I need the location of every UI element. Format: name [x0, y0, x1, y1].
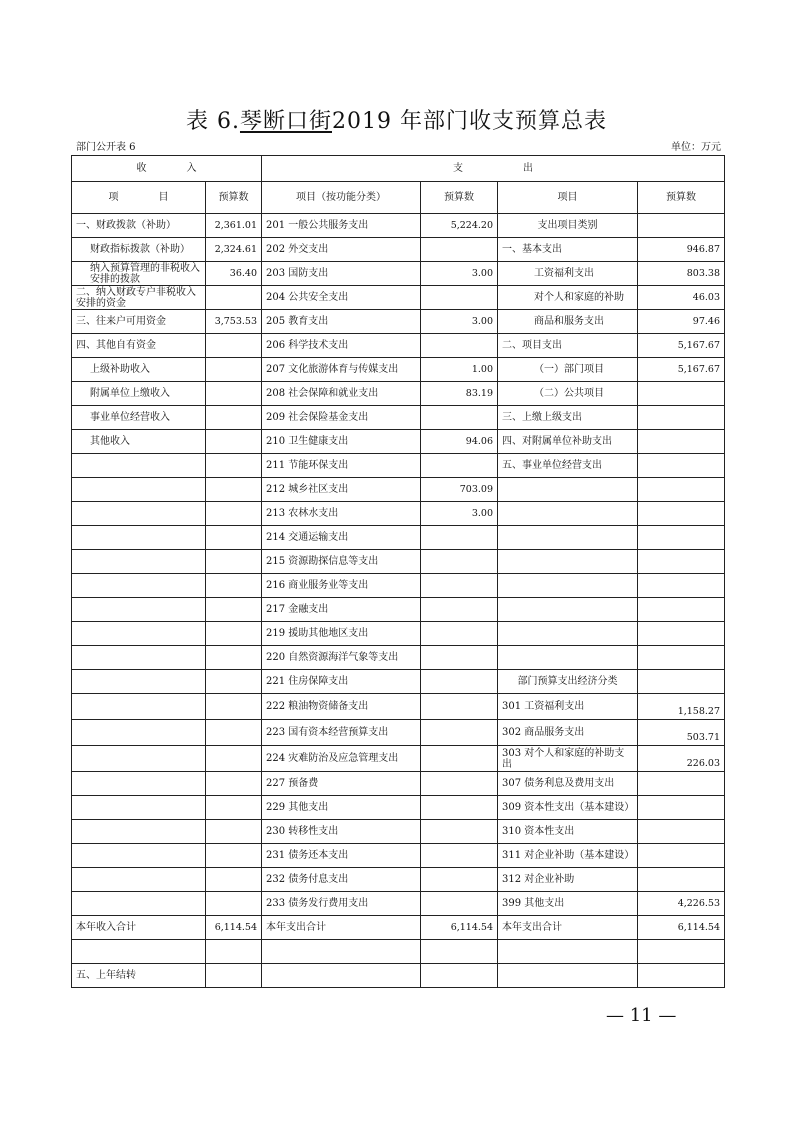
expense-item: 301 工资福利支出: [498, 694, 638, 720]
expense-item: 部门预算支出经济分类: [498, 670, 638, 694]
expense-item: 五、事业单位经营支出: [498, 454, 638, 478]
expense-func-budget: [421, 670, 498, 694]
expense-func-item: 204 公共安全支出: [262, 286, 421, 310]
table-row: [72, 502, 725, 526]
col-item: 项 目: [72, 182, 206, 214]
expense-budget: [638, 796, 725, 820]
expense-func-budget: [421, 868, 498, 892]
income-budget: [206, 646, 262, 670]
expense-func-item: 213 农林水支出: [262, 502, 421, 526]
table-row: [72, 286, 725, 310]
table-row: [72, 796, 725, 820]
expense-item: 四、对附属单位补助支出: [498, 430, 638, 454]
table-row: [72, 646, 725, 670]
expense-item: 对个人和家庭的补助: [498, 286, 638, 310]
expense-item: 本年支出合计: [498, 916, 638, 940]
expense-budget: [638, 550, 725, 574]
table-row: [72, 454, 725, 478]
expense-func-budget: [421, 238, 498, 262]
expense-func-budget: [421, 796, 498, 820]
expense-func-item: 202 外交支出: [262, 238, 421, 262]
expense-func-item: 214 交通运输支出: [262, 526, 421, 550]
expense-budget: 1,158.27: [638, 694, 725, 720]
income-budget: [206, 406, 262, 430]
income-budget: 36.40: [206, 262, 262, 286]
expense-func-item: [262, 964, 421, 988]
form-number: 部门公开表 6: [76, 142, 136, 153]
expense-func-budget: [421, 526, 498, 550]
expense-func-budget: 5,224.20: [421, 214, 498, 238]
income-item: [72, 844, 206, 868]
expense-func-item: 232 债务付息支出: [262, 868, 421, 892]
income-item: [72, 720, 206, 746]
income-budget: [206, 430, 262, 454]
expense-func-item: 219 援助其他地区支出: [262, 622, 421, 646]
income-item: [72, 670, 206, 694]
income-item: [72, 526, 206, 550]
table-row: [72, 720, 725, 746]
expense-item: 二、项目支出: [498, 334, 638, 358]
expense-func-budget: [421, 964, 498, 988]
expense-func-budget: [421, 892, 498, 916]
expense-func-budget: [421, 746, 498, 772]
income-item: 财政指标拨款（补助）: [72, 238, 206, 262]
header-row-2: [72, 182, 725, 214]
expense-func-budget: [421, 550, 498, 574]
expense-item: [498, 574, 638, 598]
col-func-item: 项目（按功能分类）: [262, 182, 421, 214]
table-row: [72, 598, 725, 622]
income-item: [72, 868, 206, 892]
expense-func-budget: 94.06: [421, 430, 498, 454]
income-item: 上级补助收入: [72, 358, 206, 382]
expense-func-budget: [421, 622, 498, 646]
income-budget: [206, 772, 262, 796]
income-item: [72, 598, 206, 622]
table-row: [72, 916, 725, 940]
expense-func-budget: [421, 646, 498, 670]
income-budget: [206, 964, 262, 988]
expense-header: 支 出: [262, 156, 725, 182]
expense-item: [498, 526, 638, 550]
expense-func-budget: [421, 720, 498, 746]
expense-budget: [638, 820, 725, 844]
expense-func-budget: 3.00: [421, 310, 498, 334]
expense-func-item: 206 科学技术支出: [262, 334, 421, 358]
expense-func-budget: [421, 574, 498, 598]
table-row: [72, 310, 725, 334]
expense-budget: [638, 940, 725, 964]
table-row: [72, 746, 725, 772]
expense-func-item: 231 债务还本支出: [262, 844, 421, 868]
unit-label: 单位：万元: [671, 142, 721, 153]
expense-budget: [638, 406, 725, 430]
table-row: [72, 868, 725, 892]
income-budget: 2,324.61: [206, 238, 262, 262]
expense-func-item: 210 卫生健康支出: [262, 430, 421, 454]
expense-func-budget: 83.19: [421, 382, 498, 406]
expense-func-budget: [421, 598, 498, 622]
expense-item: [498, 598, 638, 622]
table-row: [72, 430, 725, 454]
expense-item: 399 其他支出: [498, 892, 638, 916]
expense-item: 三、上缴上级支出: [498, 406, 638, 430]
expense-budget: [638, 478, 725, 502]
expense-item: [498, 478, 638, 502]
expense-func-budget: 6,114.54: [421, 916, 498, 940]
income-budget: [206, 550, 262, 574]
table-row: [72, 574, 725, 598]
col-budget-3: 预算数: [638, 182, 725, 214]
table-row: [72, 526, 725, 550]
expense-func-item: 205 教育支出: [262, 310, 421, 334]
table-row: [72, 334, 725, 358]
unit-name: 琴断口街: [239, 109, 332, 134]
expense-func-item: 220 自然资源海洋气象等支出: [262, 646, 421, 670]
income-item: 二、纳入财政专户非税收入安排的资金: [72, 286, 206, 310]
table-row: [72, 262, 725, 286]
income-item: [72, 550, 206, 574]
expense-item: 307 债务利息及费用支出: [498, 772, 638, 796]
expense-budget: [638, 526, 725, 550]
table-row: [72, 478, 725, 502]
expense-func-item: 221 住房保障支出: [262, 670, 421, 694]
expense-func-budget: 3.00: [421, 502, 498, 526]
expense-func-budget: [421, 406, 498, 430]
expense-item: 工资福利支出: [498, 262, 638, 286]
expense-budget: [638, 868, 725, 892]
table-row: [72, 820, 725, 844]
expense-budget: [638, 622, 725, 646]
income-budget: [206, 454, 262, 478]
expense-item: [498, 964, 638, 988]
expense-func-budget: [421, 334, 498, 358]
income-budget: [206, 720, 262, 746]
income-item: [72, 892, 206, 916]
expense-item: [498, 940, 638, 964]
income-budget: 3,753.53: [206, 310, 262, 334]
table-row: [72, 622, 725, 646]
table-row: [72, 238, 725, 262]
income-item: [72, 772, 206, 796]
expense-budget: 5,167.67: [638, 334, 725, 358]
expense-func-budget: 1.00: [421, 358, 498, 382]
expense-func-item: 201 一般公共服务支出: [262, 214, 421, 238]
table-row: [72, 382, 725, 406]
expense-func-item: 211 节能环保支出: [262, 454, 421, 478]
income-budget: [206, 574, 262, 598]
expense-item: 302 商品服务支出: [498, 720, 638, 746]
expense-item: （一）部门项目: [498, 358, 638, 382]
expense-func-budget: [421, 286, 498, 310]
expense-func-budget: 703.09: [421, 478, 498, 502]
expense-item: 311 对企业补助（基本建设）: [498, 844, 638, 868]
income-budget: [206, 746, 262, 772]
expense-budget: 46.03: [638, 286, 725, 310]
income-budget: [206, 478, 262, 502]
table-row: [72, 892, 725, 916]
expense-item: 商品和服务支出: [498, 310, 638, 334]
expense-func-budget: [421, 454, 498, 478]
table-row: [72, 964, 725, 988]
expense-budget: [638, 964, 725, 988]
expense-item: 支出项目类别: [498, 214, 638, 238]
income-budget: [206, 334, 262, 358]
expense-item: 310 资本性支出: [498, 820, 638, 844]
income-item: [72, 820, 206, 844]
expense-func-item: 208 社会保障和就业支出: [262, 382, 421, 406]
expense-item: [498, 622, 638, 646]
expense-budget: 4,226.53: [638, 892, 725, 916]
income-item: [72, 646, 206, 670]
title-suffix: 2019 年部门收支预算总表: [332, 109, 607, 134]
page-title: [0, 104, 793, 135]
income-budget: 6,114.54: [206, 916, 262, 940]
expense-func-item: 212 城乡社区支出: [262, 478, 421, 502]
expense-item: [498, 502, 638, 526]
income-budget: [206, 598, 262, 622]
expense-item: 312 对企业补助: [498, 868, 638, 892]
expense-budget: 803.38: [638, 262, 725, 286]
expense-item: 303 对个人和家庭的补助支出: [498, 746, 638, 772]
table-row: [72, 694, 725, 720]
expense-func-item: 230 转移性支出: [262, 820, 421, 844]
income-budget: [206, 622, 262, 646]
table-row: [72, 406, 725, 430]
expense-func-budget: [421, 844, 498, 868]
expense-func-budget: [421, 820, 498, 844]
income-item: [72, 796, 206, 820]
income-header: 收 入: [72, 156, 262, 182]
income-item: [72, 940, 206, 964]
income-item: 附属单位上缴收入: [72, 382, 206, 406]
expense-budget: [638, 502, 725, 526]
income-budget: [206, 670, 262, 694]
expense-func-item: 216 商业服务业等支出: [262, 574, 421, 598]
income-budget: 2,361.01: [206, 214, 262, 238]
income-item: 三、往来户可用资金: [72, 310, 206, 334]
expense-budget: [638, 670, 725, 694]
expense-func-item: [262, 940, 421, 964]
expense-budget: [638, 430, 725, 454]
expense-func-budget: [421, 694, 498, 720]
title-prefix: 表 6.: [186, 109, 240, 134]
income-item: 其他收入: [72, 430, 206, 454]
expense-budget: 226.03: [638, 746, 725, 772]
expense-func-item: 209 社会保险基金支出: [262, 406, 421, 430]
income-budget: [206, 868, 262, 892]
income-budget: [206, 382, 262, 406]
expense-item: [498, 550, 638, 574]
income-budget: [206, 796, 262, 820]
income-item: 本年收入合计: [72, 916, 206, 940]
table-row: [72, 670, 725, 694]
table-row: [72, 358, 725, 382]
expense-item: （二）公共项目: [498, 382, 638, 406]
income-budget: [206, 502, 262, 526]
page-number: — 11 —: [606, 1005, 677, 1026]
expense-budget: 97.46: [638, 310, 725, 334]
expense-budget: [638, 382, 725, 406]
income-item: 事业单位经营收入: [72, 406, 206, 430]
income-budget: [206, 286, 262, 310]
expense-func-item: 215 资源勘探信息等支出: [262, 550, 421, 574]
income-item: [72, 694, 206, 720]
expense-func-item: 203 国防支出: [262, 262, 421, 286]
expense-func-item: 207 文化旅游体育与传媒支出: [262, 358, 421, 382]
income-item: 四、其他自有资金: [72, 334, 206, 358]
expense-func-item: 227 预备费: [262, 772, 421, 796]
table-row: [72, 940, 725, 964]
expense-item: [498, 646, 638, 670]
expense-budget: [638, 844, 725, 868]
col-item-2: 项目: [498, 182, 638, 214]
expense-budget: 503.71: [638, 720, 725, 746]
expense-budget: [638, 574, 725, 598]
expense-budget: [638, 598, 725, 622]
expense-item: 一、基本支出: [498, 238, 638, 262]
table-row: [72, 772, 725, 796]
expense-func-item: 223 国有资本经营预算支出: [262, 720, 421, 746]
income-item: 一、财政拨款（补助）: [72, 214, 206, 238]
table-row: [72, 214, 725, 238]
expense-func-item: 本年支出合计: [262, 916, 421, 940]
table-row: [72, 844, 725, 868]
income-item: [72, 746, 206, 772]
expense-budget: [638, 454, 725, 478]
income-budget: [206, 358, 262, 382]
expense-budget: 946.87: [638, 238, 725, 262]
expense-func-item: 229 其他支出: [262, 796, 421, 820]
expense-func-item: 233 债务发行费用支出: [262, 892, 421, 916]
income-item: [72, 574, 206, 598]
income-budget: [206, 844, 262, 868]
expense-func-budget: [421, 940, 498, 964]
income-item: 五、上年结转: [72, 964, 206, 988]
income-item: [72, 454, 206, 478]
income-item: [72, 502, 206, 526]
expense-func-item: 222 粮油物资储备支出: [262, 694, 421, 720]
expense-func-budget: 3.00: [421, 262, 498, 286]
header-row-1: [72, 156, 725, 182]
expense-budget: [638, 214, 725, 238]
col-budget: 预算数: [206, 182, 262, 214]
income-item: [72, 478, 206, 502]
expense-budget: 5,167.67: [638, 358, 725, 382]
income-budget: [206, 694, 262, 720]
income-budget: [206, 940, 262, 964]
income-item: [72, 622, 206, 646]
expense-budget: [638, 646, 725, 670]
table-row: [72, 550, 725, 574]
expense-budget: [638, 772, 725, 796]
expense-budget: 6,114.54: [638, 916, 725, 940]
expense-func-budget: [421, 772, 498, 796]
col-budget-2: 预算数: [421, 182, 498, 214]
income-item: 纳入预算管理的非税收入安排的拨款: [72, 262, 206, 286]
expense-func-item: 224 灾难防治及应急管理支出: [262, 746, 421, 772]
budget-table: [71, 155, 725, 988]
income-budget: [206, 820, 262, 844]
income-budget: [206, 892, 262, 916]
expense-item: 309 资本性支出（基本建设）: [498, 796, 638, 820]
income-budget: [206, 526, 262, 550]
expense-func-item: 217 金融支出: [262, 598, 421, 622]
